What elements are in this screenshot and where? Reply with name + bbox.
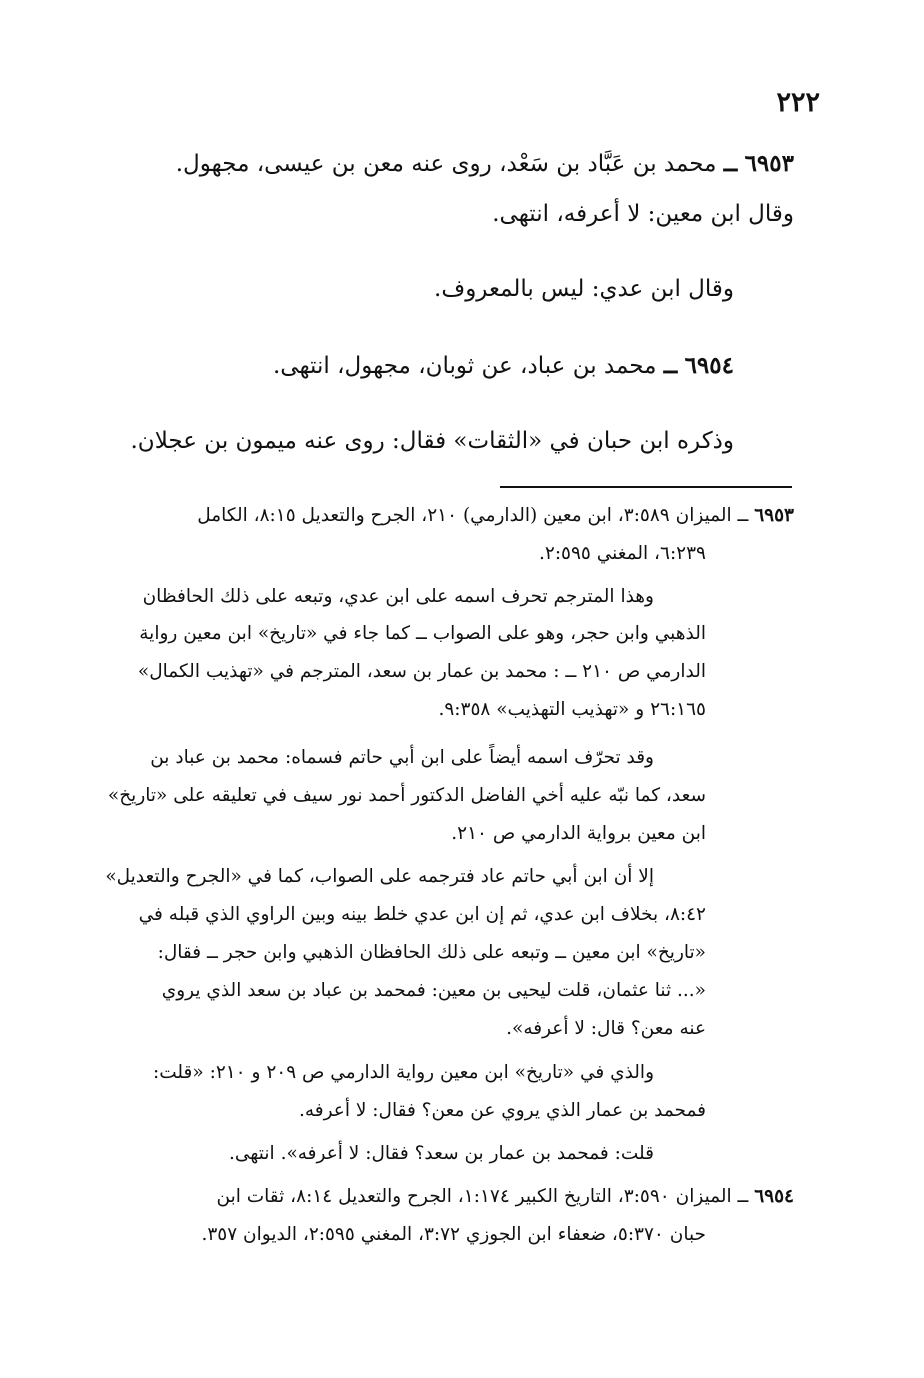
entry-number: ٦٩٥٤ — [684, 352, 734, 379]
entry-text: محمد بن عَبَّاد بن سَعْد، روى عنه معن بن عيسى، مجهول. — [175, 151, 717, 177]
footnote-6953-line-17: قلت: فمحمد بن عمار بن سعد؟ فقال: لا أعرفه». انتهى. — [228, 1143, 654, 1164]
footnote-6954-line-1 — [60, 1183, 794, 1211]
entry-6953-line-3: وقال ابن عدي: ليس بالمعروف. — [434, 276, 734, 302]
entry-number: ٦٩٥٣ — [744, 150, 794, 177]
footnote-6953-line-8: سعد، كما نبّه عليه أخي الفاضل الدكتور أحمد نور سيف في تعليقه على «تاريخ» — [107, 785, 706, 806]
footnote-number: ٦٩٥٤ — [754, 1186, 794, 1207]
footnote-6953-line-12: «تاريخ» ابن معين ــ وتبعه على ذلك الحافظان الذهبي وابن حجر ــ فقال: — [157, 942, 706, 963]
footnote-6953-line-5: الدارمي ص ٢١٠ ــ : محمد بن عمار بن سعد، المترجم في «تهذيب الكمال» — [137, 661, 706, 682]
footnote-number: ٦٩٥٣ — [754, 505, 794, 526]
page-number: ٢٢٢ — [776, 87, 820, 118]
footnote-dash: ــ — [737, 1186, 749, 1207]
footnote-6953-line-10: إلا أن ابن أبي حاتم عاد فترجمه على الصواب، كما في «الجرح والتعديل» — [105, 866, 654, 887]
entry-6953-line-2: وقال ابن معين: لا أعرفه، انتهى. — [492, 201, 794, 227]
entry-dash: ــ — [723, 150, 738, 177]
footnote-6953-line-3: وهذا المترجم تحرف اسمه على ابن عدي، وتبعه على ذلك الحافظان — [142, 586, 654, 607]
footnote-6954-line-2: حبان ٥:٣٧٠، ضعفاء ابن الجوزي ٣:٧٢، المغني ٢:٥٩٥، الديوان ٣٥٧. — [201, 1224, 706, 1245]
footnote-6953-line-14: عنه معن؟ قال: لا أعرفه». — [506, 1018, 706, 1039]
footnote-6953-line-15: والذي في «تاريخ» ابن معين رواية الدارمي ص ٢٠٩ و ٢١٠: «قلت: — [153, 1062, 654, 1083]
entry-6953-line-1 — [60, 148, 794, 180]
footnote-6953-line-7: وقد تحرّف اسمه أيضاً على ابن أبي حاتم فسماه: محمد بن عباد بن — [150, 747, 654, 768]
footnote-6953-line-4: الذهبي وابن حجر، وهو على الصواب ــ كما جاء في «تاريخ» ابن معين رواية — [139, 623, 706, 644]
footnote-6953-line-1 — [60, 502, 794, 530]
entry-6954-line-1 — [60, 350, 734, 382]
footnote-6953-line-11: ٨:٤٢، بخلاف ابن عدي، ثم إن ابن عدي خلط بينه وبين الراوي الذي قبله في — [138, 904, 706, 925]
footnote-6953-line-16: فمحمد بن عمار الذي يروي عن معن؟ فقال: لا أعرفه. — [298, 1100, 706, 1121]
entry-text: محمد بن عباد، عن ثوبان، مجهول، انتهى. — [272, 353, 657, 379]
footnote-text: الميزان ٣:٥٩٠، التاريخ الكبير ١:١٧٤، الجرح والتعديل ٨:١٤، ثقات ابن — [216, 1186, 732, 1207]
footnote-6953-line-13: «... ثنا عثمان، قلت ليحيى بن معين: فمحمد بن عباد بن سعد الذي يروي — [161, 980, 706, 1001]
footnote-dash: ــ — [737, 505, 749, 526]
entry-dash: ــ — [663, 352, 678, 379]
footnote-text: الميزان ٣:٥٨٩، ابن معين (الدارمي) ٢١٠، الجرح والتعديل ٨:١٥، الكامل — [197, 505, 732, 526]
footnote-6953-line-2: ٦:٢٣٩، المغني ٢:٥٩٥. — [539, 543, 706, 564]
footnote-6953-line-6: ٢٦:١٦٥ و «تهذيب التهذيب» ٩:٣٥٨. — [438, 699, 706, 720]
footnote-6953-line-9: ابن معين برواية الدارمي ص ٢١٠. — [451, 823, 706, 844]
footnote-divider — [500, 486, 792, 488]
entry-6954-line-2: وذكره ابن حبان في «الثقات» فقال: روى عنه ميمون بن عجلان. — [130, 428, 734, 454]
